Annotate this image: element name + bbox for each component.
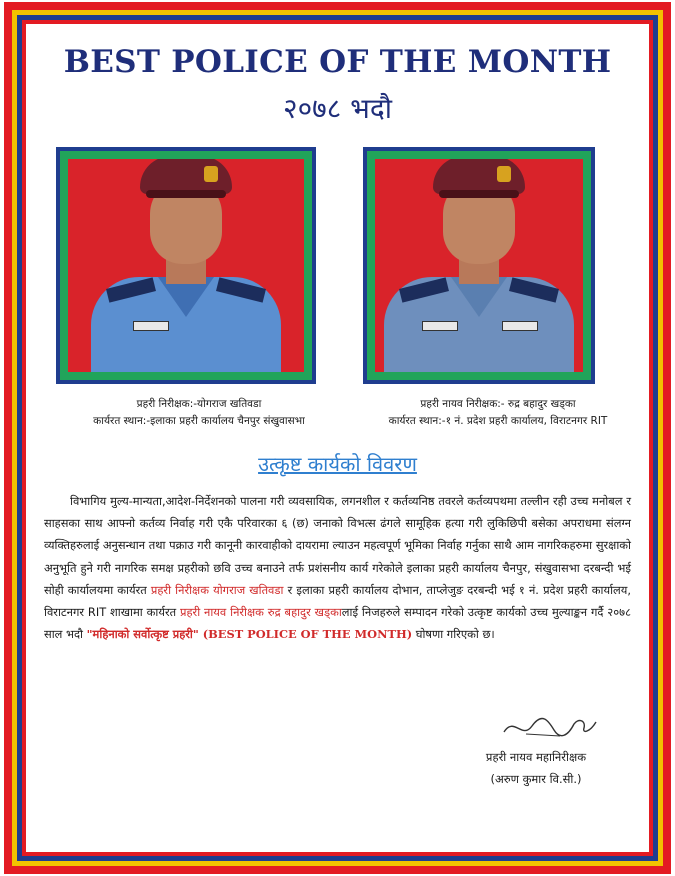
highlight-officer-1: प्रहरी निरीक्षक योगराज खतिवडा	[150, 582, 284, 597]
section-title: उत्कृष्ट कार्यको विवरण	[258, 452, 417, 476]
citation-text-4: घोषणा गरिएको छ।	[412, 627, 495, 642]
officer-caption-2	[348, 396, 648, 430]
citation-text-1: विभागिय मुल्य-मान्यता,आदेश-निर्देशनको पालना गरी व्यवसायिक, लगनशील र कर्तव्यनिष्ठ तवरले कर्तव्यपथमा तल्लीन रही उच्च मनोबल र साहसका साथ आफ्नो कर्तव्य निर्वाह गरी एकै परिवारका ६ (छ) जनाको विभत्स ढंगले सामूहिक हत्या गरी लुकिछिपी बसेका अपराधमा संलग्न व्यक्तिहरुलाई अनुसन्धान तथा पक्राउ गरी कानूनी कारवाहीको दायरामा ल्याउन महत्वपूर्ण भूमिका निर्वाह गर्नुका साथै आम नागरिकहरुमा सुरक्षाको अनुभूति हुने गरी नागरिक समक्ष प्रहरीको छवि उच्च बनाउने तर्फ प्रशंसनीय कार्य गरेकोले इलाका प्रहरी कार्यालय चैनपुर, संखुवासभा दरबन्दी भई सोही कार्यालयमा कार्यरत	[44, 494, 631, 597]
beret-icon	[433, 159, 525, 194]
page-title: BEST POLICE OF THE MONTH	[63, 44, 612, 80]
beret-icon	[140, 159, 232, 194]
signatory	[446, 746, 626, 790]
certificate-body	[26, 24, 649, 852]
officer-2-name: प्रहरी नायव निरीक्षक:- रुद्र बहादुर खड्का	[420, 398, 576, 410]
highlight-officer-2: प्रहरी नायव निरीक्षक रुद्र बहादुर खड्का	[180, 605, 342, 620]
highlight-award: "महिनाको सर्वोत्कृष्ट प्रहरी" (BEST POLICE OF THE MONTH)	[86, 627, 413, 642]
officer-1-posting: कार्यरत स्थान:-इलाका प्रहरी कार्यालय चैनपुर संखुवासभा	[93, 415, 305, 427]
signatory-name: (अरुण कुमार वि.सी.)	[490, 772, 582, 786]
page-subtitle-date: २०७८ भदौ	[283, 92, 392, 125]
citation-text-2: र इलाका प्रहरी कार्यालय दोभान, ताप्लेजुङ दरबन्दी भई १ नं. प्रदेश प्रहरी कार्यालय, विराटनगर RIT शाखामा कार्यरत	[44, 582, 631, 620]
officer-1-name: प्रहरी निरीक्षक:-योगराज खतिवडा	[136, 398, 262, 410]
section-heading	[26, 450, 649, 477]
uniform-shirt	[384, 277, 574, 372]
officer-photo-2	[363, 147, 595, 384]
officer-2-posting: कार्यरत स्थान:-१ नं. प्रदेश प्रहरी कार्यालय, विराटनगर RIT	[388, 415, 608, 427]
citation-text-3: लाई निजहरुले सम्पादन गरेको उत्कृष्ट कार्यको उच्च मुल्याङ्कन गर्दै २०७८ साल भदौ	[44, 605, 631, 642]
officer-photo-1	[56, 147, 316, 384]
signature-scribble	[496, 712, 606, 742]
officer-caption-1	[40, 396, 358, 430]
signatory-title: प्रहरी नायव महानिरीक्षक	[485, 750, 587, 764]
citation-paragraph	[44, 490, 631, 645]
uniform-shirt	[91, 277, 281, 372]
